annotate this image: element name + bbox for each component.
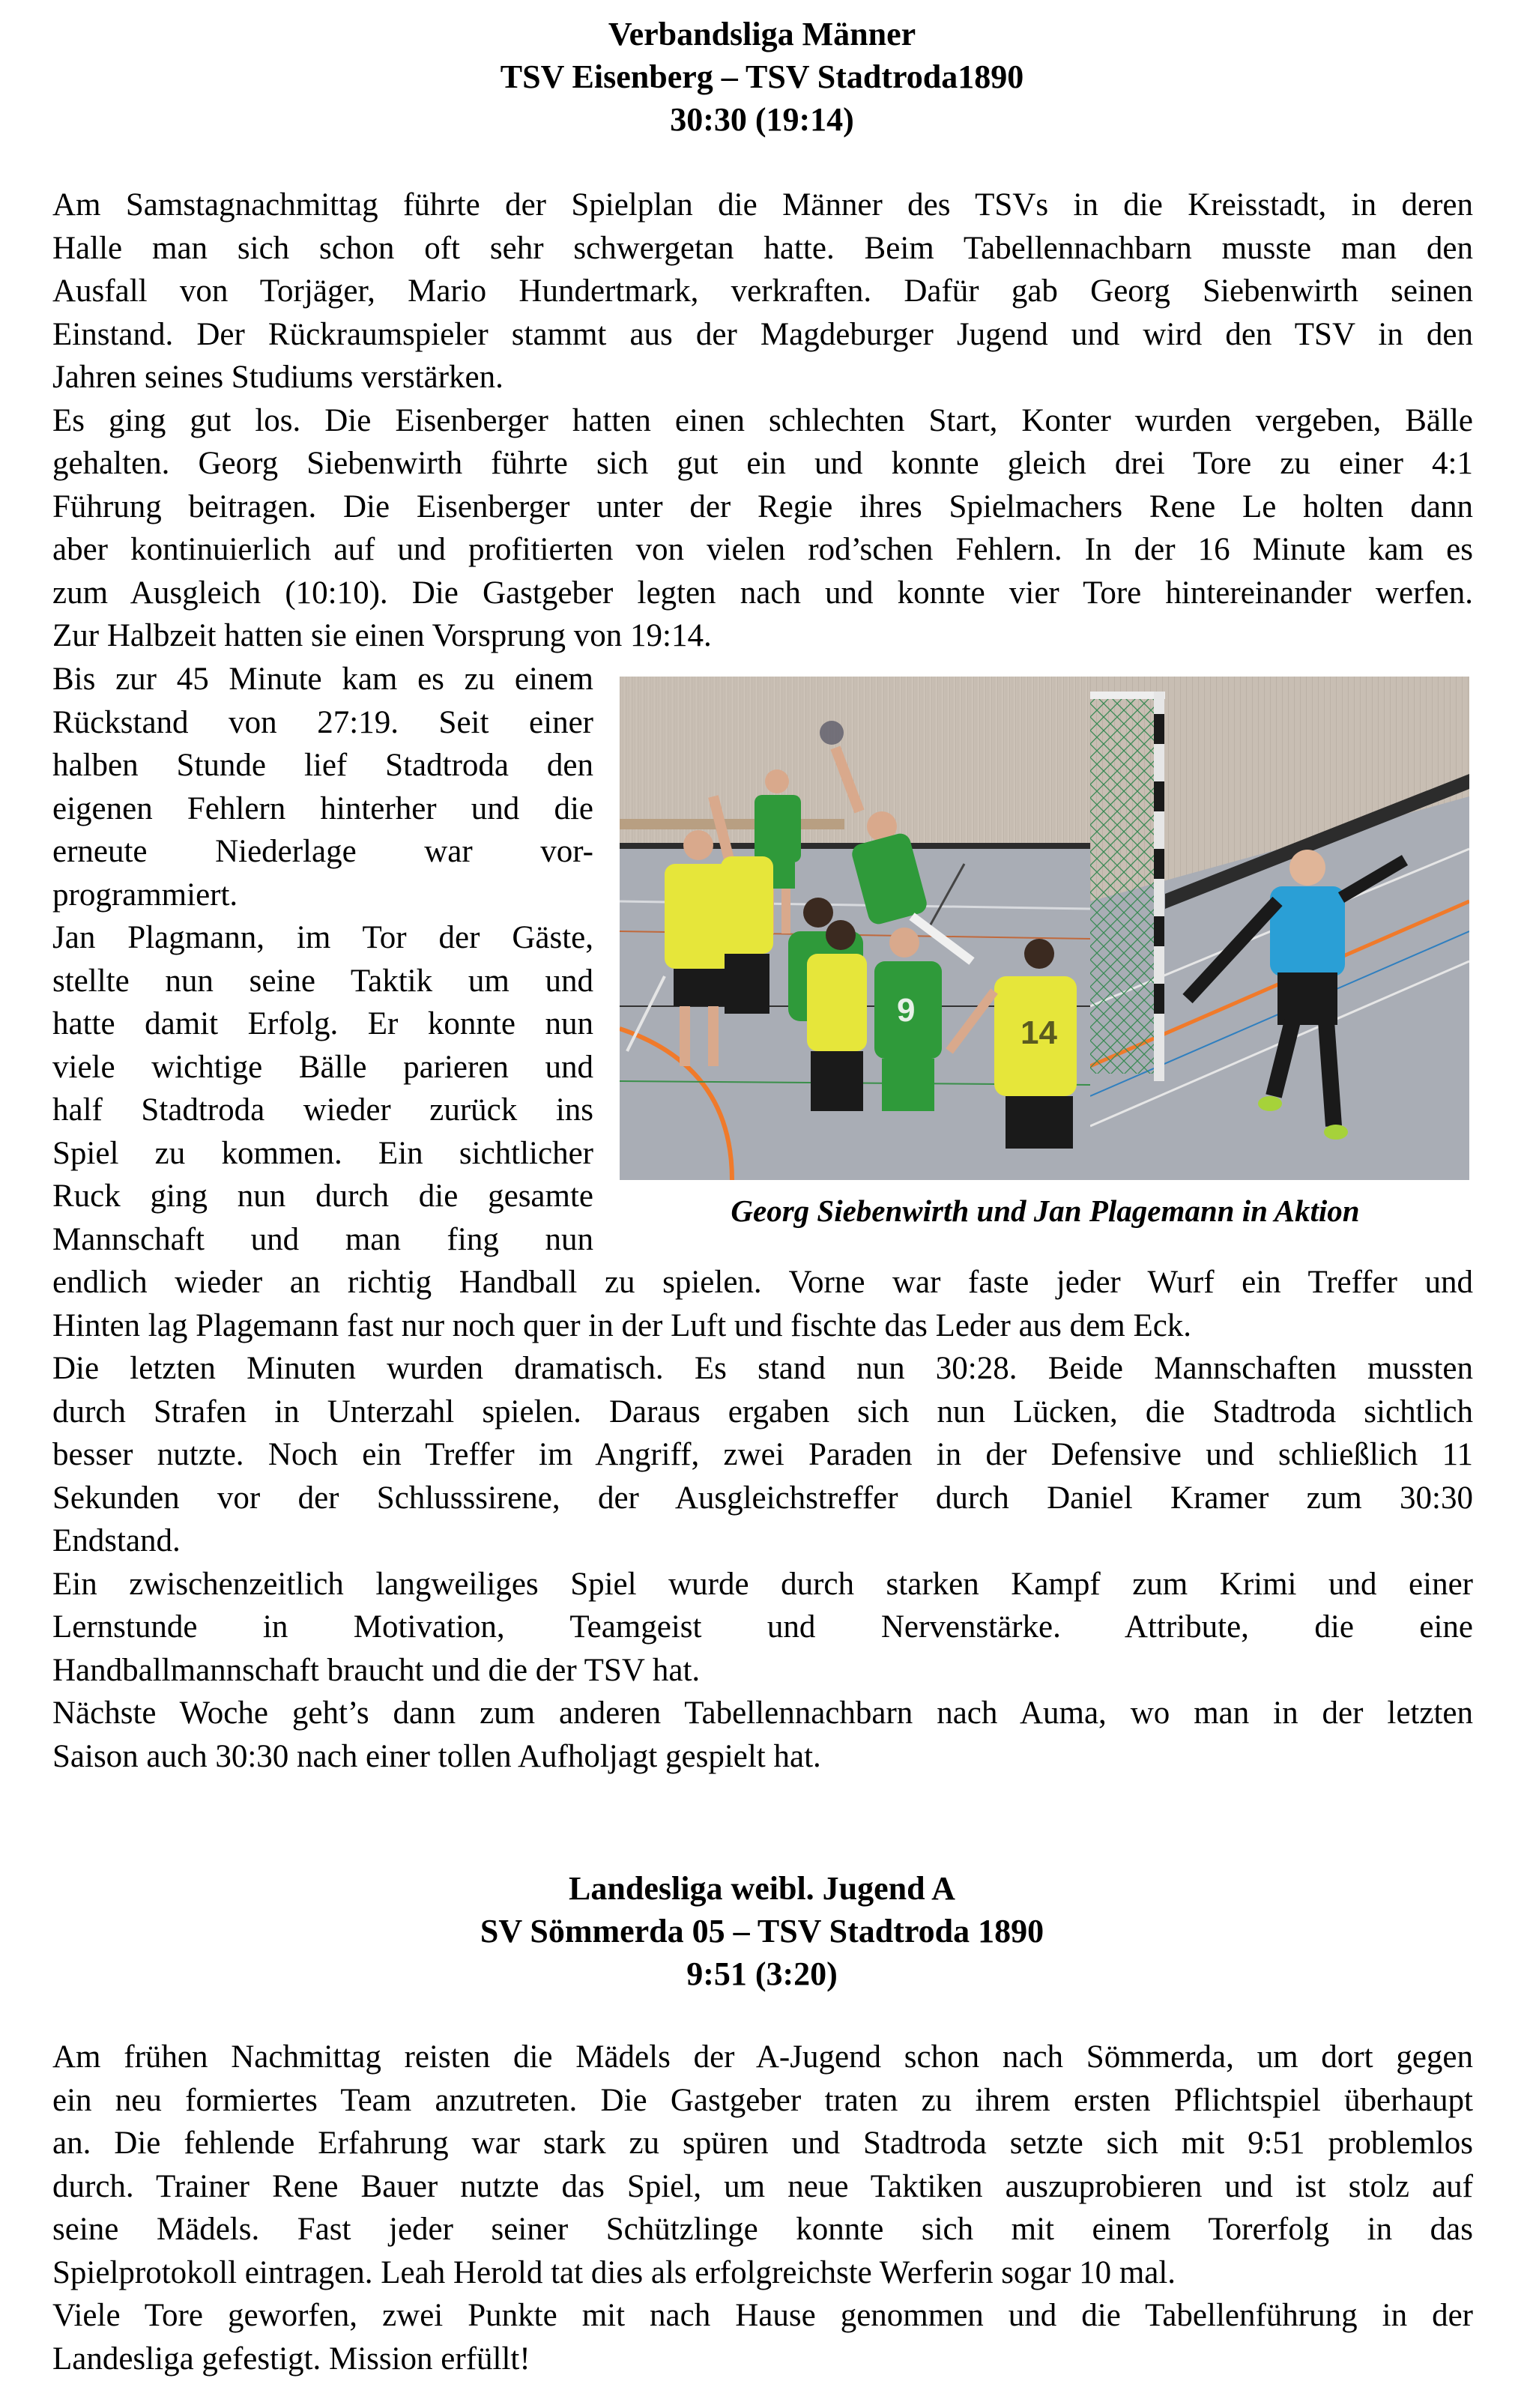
text-line: Spielprotokoll eintragen. Leah Herold tat dies als erfolgreichste Werferin sogar 10 mal. [52, 2254, 1176, 2290]
article2-league-heading: Landesliga weibl. Jugend A [569, 1870, 955, 1907]
text-line: Führung beitragen. Die Eisenberger unter der Regie ihres Spielmachers Rene Le holten dann [52, 488, 1473, 524]
text-line: Jan Plagmann, im Tor der Gäste, [52, 920, 593, 955]
text-line: erneute Niederlage war vor- [52, 834, 593, 869]
text-line: Am Samstagnachmittag führte der Spielplan die Männer des TSVs in die Kreisstadt, in deren [52, 187, 1473, 223]
article2-score-heading: 9:51 (3:20) [686, 1955, 838, 1992]
photo-caption: Georg Siebenwirth und Jan Plagemann in Aktion [731, 1194, 1360, 1228]
text-line: Ein zwischenzeitlich langweiliges Spiel wurde durch starken Kampf zum Krimi und einer [52, 1566, 1473, 1602]
article1-body-top [52, 184, 1473, 658]
article1-body-wrap [52, 658, 593, 1261]
text-line: Nächste Woche geht’s dann zum anderen Tabellennachbarn nach Auma, wo man in der letzten [52, 1695, 1473, 1731]
text-line: Einstand. Der Rückraumspieler stammt aus der Magdeburger Jugend und wird den TSV in den [52, 316, 1473, 352]
text-line: durch Strafen in Unterzahl spielen. Daraus ergaben sich nun Lücken, die Stadtroda sichtlich [52, 1394, 1473, 1430]
article1-body-bottom [52, 1261, 1473, 1778]
text-line: stellte nun seine Taktik um und [52, 963, 593, 999]
text-line: programmiert. [52, 877, 238, 913]
text-line: Es ging gut los. Die Eisenberger hatten einen schlechten Start, Konter wurden vergeben, Bälle [52, 402, 1473, 438]
text-line: hatte damit Erfolg. Er konnte nun [52, 1006, 593, 1041]
text-line: half Stadtroda wieder zurück ins [52, 1092, 593, 1128]
text-line: Ausfall von Torjäger, Mario Hundertmark, verkraften. Dafür gab Georg Siebenwirth seinen [52, 273, 1473, 309]
text-line: Halle man sich schon oft sehr schwergetan hatte. Beim Tabellennachbarn musste man den [52, 230, 1473, 266]
article2-body [52, 2036, 1473, 2380]
svg-text:14: 14 [1020, 1014, 1057, 1051]
text-line: Landesliga gefestigt. Mission erfüllt! [52, 2341, 530, 2377]
article1-score-heading: 30:30 (19:14) [670, 101, 854, 138]
photo-court-action [620, 677, 1090, 1180]
text-line: Zur Halbzeit hatten sie einen Vorsprung von 19:14. [52, 618, 712, 653]
text-line: Spiel zu kommen. Ein sichtlicher [52, 1135, 593, 1171]
article1-league-heading: Verbandsliga Männer [608, 16, 916, 52]
text-line: Jahren seines Studiums verstärken. [52, 360, 504, 395]
text-line: endlich wieder an richtig Handball zu spielen. Vorne war faste jeder Wurf ein Treffer und [52, 1265, 1473, 1300]
text-line: Hinten lag Plagemann fast nur noch quer in der Luft und fischte das Leder aus dem Eck. [52, 1307, 1192, 1343]
photo-goalkeeper [1090, 677, 1469, 1180]
text-line: besser nutzte. Noch ein Treffer im Angriff, zwei Paraden in der Defensive und schließlich 11 [52, 1437, 1473, 1472]
text-line: Endstand. [52, 1523, 181, 1558]
text-line: Lernstunde in Motivation, Teamgeist und Nervenstärke. Attribute, die eine [52, 1609, 1473, 1645]
text-line: halben Stunde lief Stadtroda den [52, 748, 593, 783]
text-line: Viele Tore geworfen, zwei Punkte mit nach Hause genommen und die Tabellenführung in der [52, 2298, 1473, 2333]
text-line: an. Die fehlende Erfahrung war stark zu spüren und Stadtroda setzte sich mit 9:51 problemlos [52, 2126, 1473, 2161]
text-line: ein neu formiertes Team anzutreten. Die Gastgeber traten zu ihrem ersten Pflichtspiel überhaupt [52, 2082, 1473, 2118]
text-line: Ruck ging nun durch die gesamte [52, 1179, 593, 1214]
text-line: Die letzten Minuten wurden dramatisch. Es stand nun 30:28. Beide Mannschaften mussten [52, 1351, 1473, 1386]
text-line: seine Mädels. Fast jeder seiner Schützlinge konnte sich mit einem Torerfolg in das [52, 2212, 1473, 2247]
text-line: aber kontinuierlich auf und profitierten von vielen rod’schen Fehlern. In der 16 Minute kam es [52, 532, 1473, 567]
text-line: viele wichtige Bälle parieren und [52, 1049, 593, 1085]
svg-text:9: 9 [897, 992, 916, 1029]
text-line: Saison auch 30:30 nach einer tollen Aufholjagt gespielt hat. [52, 1738, 821, 1774]
text-line: eigenen Fehlern hinterher und die [52, 790, 593, 826]
article2-match-heading: SV Sömmerda 05 – TSV Stadtroda 1890 [480, 1913, 1044, 1949]
text-line: gehalten. Georg Siebenwirth führte sich gut ein und konnte gleich drei Tore zu einer 4:1 [52, 446, 1473, 481]
text-line: Rückstand von 27:19. Seit einer [52, 704, 593, 740]
article1-match-heading: TSV Eisenberg – TSV Stadtroda1890 [500, 58, 1024, 95]
text-line: Mannschaft und man fing nun [52, 1221, 593, 1257]
text-line: Handballmannschaft braucht und die der TSV hat. [52, 1652, 701, 1688]
text-line: Sekunden vor der Schlusssirene, der Ausgleichstreffer durch Daniel Kramer zum 30:30 [52, 1480, 1473, 1516]
text-line: Bis zur 45 Minute kam es zu einem [52, 662, 593, 697]
text-line: durch. Trainer Rene Bauer nutzte das Spiel, um neue Taktiken auszuprobieren und ist stolz auf [52, 2168, 1473, 2204]
text-line: Am frühen Nachmittag reisten die Mädels der A-Jugend schon nach Sömmerda, um dort gegen [52, 2039, 1473, 2075]
text-line: zum Ausgleich (10:10). Die Gastgeber legten nach und konnte vier Tore hintereinander werfen. [52, 575, 1473, 611]
